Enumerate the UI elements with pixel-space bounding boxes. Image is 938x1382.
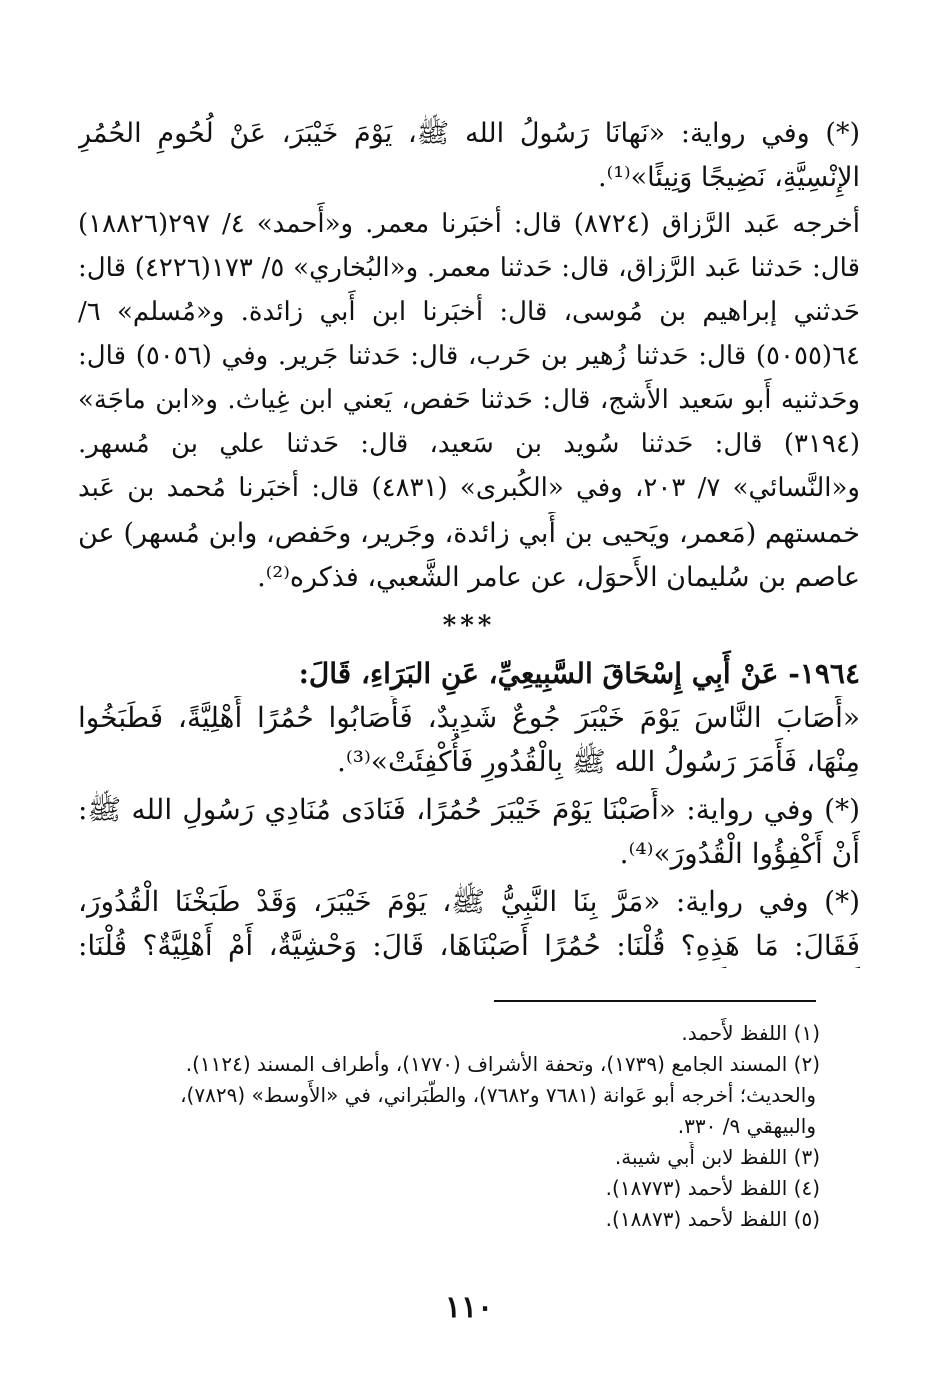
footnote-4: (٤) اللفظ لأحمد (١٨٧٧٣). bbox=[605, 1176, 820, 1200]
page-number: ١١٠ bbox=[444, 1290, 494, 1325]
footnote-1: (١) اللفظ لأَحمد. bbox=[681, 1021, 820, 1045]
takhrij-paragraph: أخرجه عَبد الرَّزاق (٨٧٢٤) قال: أخبَرنا معمر. و«أَحمد» ٤/ ٢٩٧(١٨٨٢٦) قال: حَدثنا عَبد الرَّزاق، قال: حَدثنا معمر. و«البُخاري» ٥/ ١٧٣(٤٢٢٦) قال: حَدثني إبراهيم بن مُوسى، قال: أخبَرنا ابن أَبي زائدة. و«مُسلم» ٦/ ٦٤(٥٠٥٥) قال: حَدثنا زُهير بن حَرب، قال: حَدثنا جَرير. وفي (٥٠٥٦) قال: وحَدثنيه أَبو سَعيد الأَشج، قال: حَدثنا حَفص، يَعني ابن غِياث. و«ابن ماجَة» (٣١٩٤) قال: حَدثنا سُويد بن سَعيد، قال: حَدثنا علي بن مُسهر. و«النَّسائي» ٧/ ٢٠٣، وفي «الكُبرى» (٤٨٣١) قال: أخبَرنا مُحمد بن عَبد bbox=[78, 209, 860, 503]
footnotes bbox=[78, 1018, 820, 1235]
footnote-5: (٥) اللفظ لأحمد (١٨٨٧٣). bbox=[605, 1207, 820, 1231]
intro-variant-paragraph: (*) وفي رواية: «نَهانَا رَسُولُ الله ﷺ، يَوْمَ خَيْبَرَ، عَنْ لُحُومِ الحُمُرِ الإِنْسِيَّةِ، نَضِيجًا وَنِيئًا»⁽¹⁾. bbox=[78, 118, 860, 193]
summary-paragraph: خمستهم (مَعمر، ويَحيى بن أَبي زائدة، وجَرير، وحَفص، وابن مُسهر) عن عاصم بن سُليمان الأَحوَل، عن عامر الشَّعبي، فذكره⁽²⁾. bbox=[78, 518, 860, 593]
footnote-3: (٣) اللفظ لابن أَبي شيبة. bbox=[614, 1145, 820, 1169]
hadith-heading: ١٩٦٤- عَنْ أَبِي إِسْحَاقَ السَّبِيعِيِّ، عَنِ البَرَاءِ، قَالَ: bbox=[298, 657, 860, 690]
footnote-2-continued: والحديث؛ أخرجه أبو عَوانة (٧٦٨١ و٧٦٨٢)، والطَّبَراني، في «الأَوسط» (٧٨٢٩)، bbox=[180, 1083, 816, 1107]
footnote-2-end: والبيهقي ٩/ ٣٣٠. bbox=[677, 1114, 816, 1138]
main-text bbox=[78, 112, 860, 968]
variant-paragraph-2: (*) وفي رواية: «أَصَبْنَا يَوْمَ خَيْبَرَ حُمُرًا، فَنَادَى مُنَادِي رَسُولِ الله ﷺ: أَنْ أَكْفِؤُوا الْقُدُورَ»⁽⁴⁾. bbox=[78, 793, 860, 870]
hadith-matn: «أَصَابَ النَّاسَ يَوْمَ خَيْبَرَ جُوعٌ شَدِيدٌ، فَأَصَابُوا حُمُرًا أَهْلِيَّةً، فَطَبَخُوا مِنْهَا، فَأَمَرَ رَسُولُ الله ﷺ بِالْقُدُورِ فَأُكْفِئَتْ»⁽³⁾. bbox=[78, 701, 860, 778]
footnote-divider bbox=[494, 1000, 816, 1002]
section-separator: *** bbox=[442, 611, 496, 641]
variant-paragraph-3: (*) وفي رواية: «مَرَّ بِنَا النَّبِيُّ ﷺ، يَوْمَ خَيْبَرَ، وَقَدْ طَبَخْنَا الْقُدُورَ، فَقَالَ: مَا هَذِهِ؟ قُلْنَا: حُمُرًا أَصَبْنَاهَا، قَالَ: وَحْشِيَّةٌ، أَمْ أَهْلِيَّةٌ؟ قُلْنَا: bbox=[78, 885, 860, 962]
footnote-2: (٢) المسند الجامع (١٧٣٩)، وتحفة الأشراف (١٧٧٠)، وأطراف المسند (١١٢٤). bbox=[185, 1052, 820, 1076]
